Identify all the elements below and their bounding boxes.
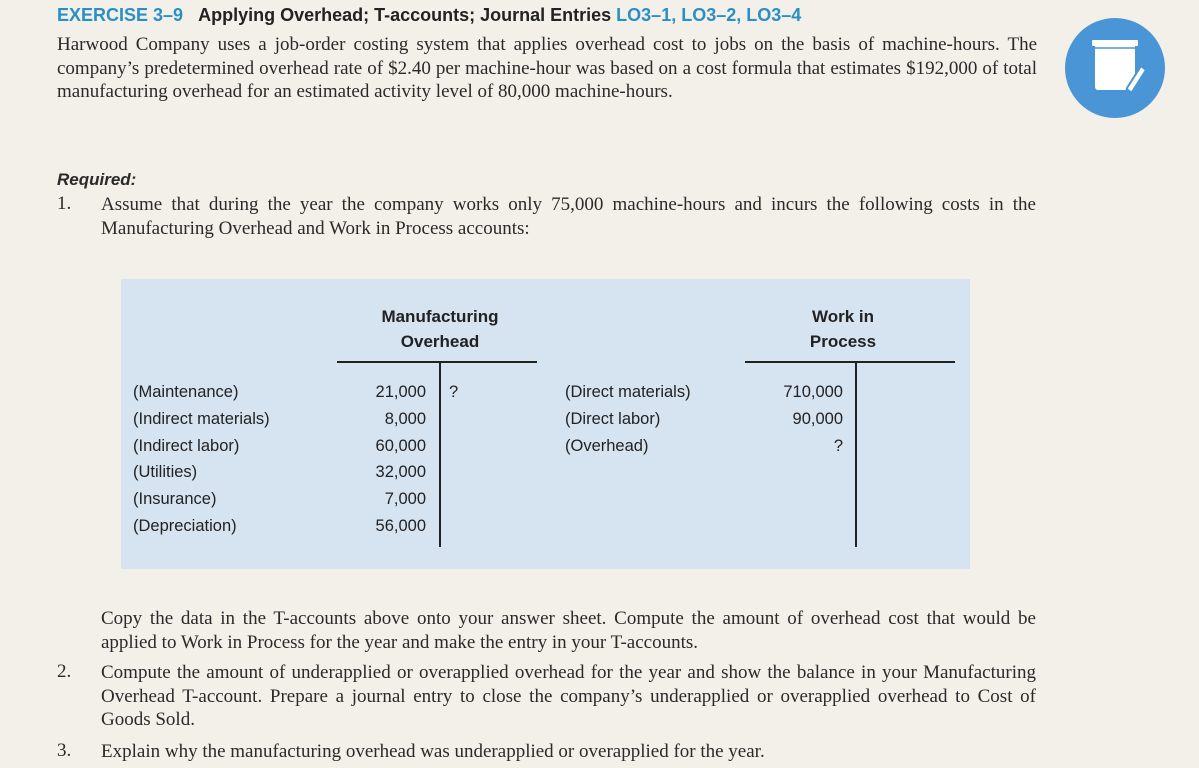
moh-label: (Utilities) xyxy=(133,463,198,481)
wip-center-line xyxy=(855,362,857,547)
intro-paragraph: Harwood Company uses a job-order costing system that applies overhead cost to jobs on the basis of machine-hours. The company’s predetermined overhead rate of $2.40 per machine-hour was based on a cost formula that estimates $192,000 of total manufacturing overhead for an estimated activity level of 80,000 machine-hours. xyxy=(57,34,1037,102)
req-1-continued: Copy the data in the T-accounts above onto your answer sheet. Compute the amount of overhead cost that would be applied to Work in Process for the year and make the entry in your T-accounts. xyxy=(101,608,1036,653)
moh-credit-unknown: ? xyxy=(449,383,459,401)
exercise-number: EXERCISE 3–9 xyxy=(57,5,184,25)
wip-label: (Overhead) xyxy=(565,437,649,455)
learning-objectives: LO3–1, LO3–2, LO3–4 xyxy=(616,5,802,25)
wip-label: (Direct labor) xyxy=(565,410,661,428)
moh-amount: 8,000 xyxy=(384,410,426,428)
moh-label: (Indirect labor) xyxy=(133,437,240,455)
req-3-number: 3. xyxy=(57,740,72,761)
req-2-text: Compute the amount of underapplied or overapplied overhead for the year and show the balance in your Manufacturing Overhead T-account. Prepare a journal entry to close the company’s underapplied or overapplied overhead to Cost of Goods Sold. xyxy=(101,662,1036,730)
wip-amount: 90,000 xyxy=(792,410,843,428)
exercise-title: Applying Overhead; T-accounts; Journal Entries xyxy=(198,5,612,25)
moh-amount: 21,000 xyxy=(375,383,426,401)
mfg-overhead-title: Manufacturing Overhead xyxy=(381,307,499,351)
moh-amount: 32,000 xyxy=(375,463,426,481)
t-accounts-panel xyxy=(121,279,970,569)
req-1-text: Assume that during the year the company works only 75,000 machine-hours and incurs the following costs in the Manufacturing Overhead and Work in Process accounts: xyxy=(101,194,1036,239)
req-2-number: 2. xyxy=(57,661,72,682)
wip-amount: 710,000 xyxy=(783,383,843,401)
wip-title: Work in Process xyxy=(809,307,877,351)
moh-amount: 56,000 xyxy=(375,517,426,535)
moh-amount: 60,000 xyxy=(375,437,426,455)
req-1-number: 1. xyxy=(57,193,72,214)
req-3-text: Explain why the manufacturing overhead was underapplied or overapplied for the year. xyxy=(101,741,765,762)
moh-label: (Indirect materials) xyxy=(133,410,270,428)
moh-amount: 7,000 xyxy=(384,490,426,508)
mfg-overhead-top-line xyxy=(337,361,537,363)
moh-label: (Depreciation) xyxy=(133,517,237,535)
wip-top-line xyxy=(745,361,955,363)
required-label: Required: xyxy=(57,170,137,189)
wip-amount: ? xyxy=(833,437,843,455)
wip-label: (Direct materials) xyxy=(565,383,691,401)
notebook-pencil-icon xyxy=(1065,18,1165,118)
mfg-overhead-center-line xyxy=(439,362,441,547)
exercise-header xyxy=(57,5,801,26)
moh-label: (Maintenance) xyxy=(133,383,239,401)
moh-label: (Insurance) xyxy=(133,490,217,508)
